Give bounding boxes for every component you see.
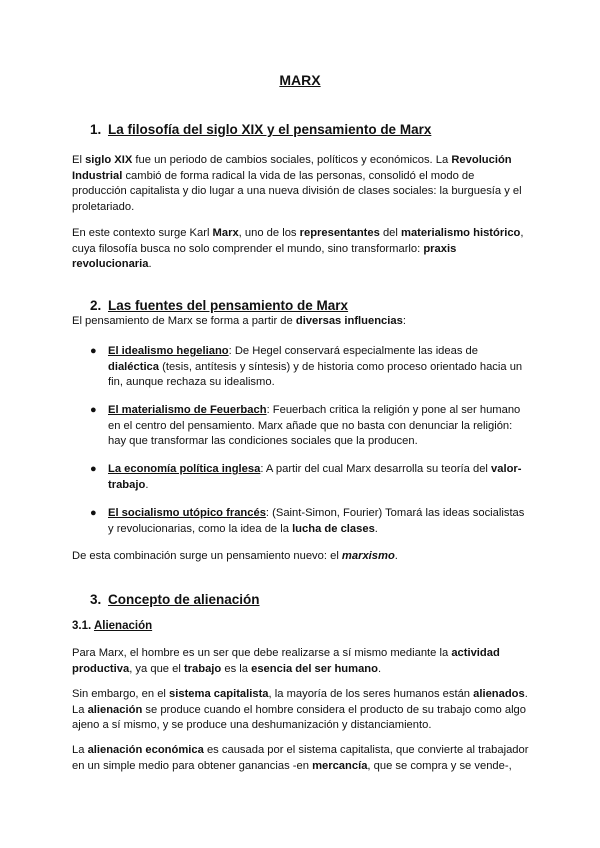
section-2-closing: De esta combinación surge un pensamiento nuevo: el marxismo.: [72, 550, 398, 562]
section-1-title: La filosofía del siglo XIX y el pensamiento de Marx: [108, 122, 432, 137]
list-item: La economía política inglesa: A partir del cual Marx desarrolla su teoría del valor-trabajo.: [108, 463, 522, 491]
bullet-icon: ●: [90, 507, 97, 519]
bullet-icon: ●: [90, 404, 97, 416]
section-1-paragraph-1: El siglo XIX fue un periodo de cambios sociales, políticos y económicos. La Revolución Industrial cambió de forma radical la vida de las personas, consolidó el modo de producción capitalista y dio lugar a una nueva división de clases sociales: la burguesía y el proletariado.: [72, 154, 522, 213]
list-item: El idealismo hegeliano: De Hegel conservará especialmente las ideas de dialéctica (tesis, antítesis y síntesis) y de historia como proceso orientado hacia un fin, aunque rechaza su idealismo.: [108, 345, 523, 388]
section-2-heading: [90, 298, 348, 313]
list-item: El socialismo utópico francés: (Saint-Simon, Fourier) Tomará las ideas socialistas y revolucionarias, como la idea de la lucha de clases.: [108, 507, 525, 535]
section-3-paragraph-3: La alienación económica es causada por el sistema capitalista, que convierte al trabajador en un simple medio para obtener ganancias -en mercancía, que se compra y se vende-,: [72, 744, 529, 772]
subsection-heading: 3.1. Alienación: [72, 620, 153, 632]
section-3-paragraph-2: Sin embargo, en el sistema capitalista, la mayoría de los seres humanos están alienados. La alienación se produce cuando el hombre considera el producto de su trabajo como algo ajeno a sí mismo, y se produce una deshumanización y distanciamiento.: [72, 688, 528, 731]
section-3-paragraph-1: Para Marx, el hombre es un ser que debe realizarse a sí mismo mediante la actividad productiva, ya que el trabajo es la esencia del ser humano.: [72, 647, 500, 675]
list-item: El materialismo de Feuerbach: Feuerbach critica la religión y pone al ser humano en el centro del pensamiento. Marx añade que no basta con denunciar la religión: hay que transformar las condiciones sociales que la producen.: [108, 404, 521, 447]
section-3-number: 3.: [90, 592, 102, 607]
section-2-intro: El pensamiento de Marx se forma a partir de diversas influencias:: [72, 315, 406, 327]
section-1-number: 1.: [90, 122, 102, 137]
bullet-icon: ●: [90, 345, 97, 357]
section-1-heading: [90, 122, 431, 137]
section-2-title: Las fuentes del pensamiento de Marx: [108, 298, 349, 313]
section-2-number: 2.: [90, 298, 102, 313]
section-1-paragraph-2: En este contexto surge Karl Marx, uno de los representantes del materialismo histórico, cuya filosofía busca no solo comprender el mundo, sino transformarlo: praxis revolucionaria.: [72, 227, 524, 270]
section-3-heading: [90, 592, 260, 607]
section-3-title: Concepto de alienación: [108, 592, 260, 607]
document-title: MARX: [279, 72, 321, 88]
bullet-icon: ●: [90, 463, 97, 475]
